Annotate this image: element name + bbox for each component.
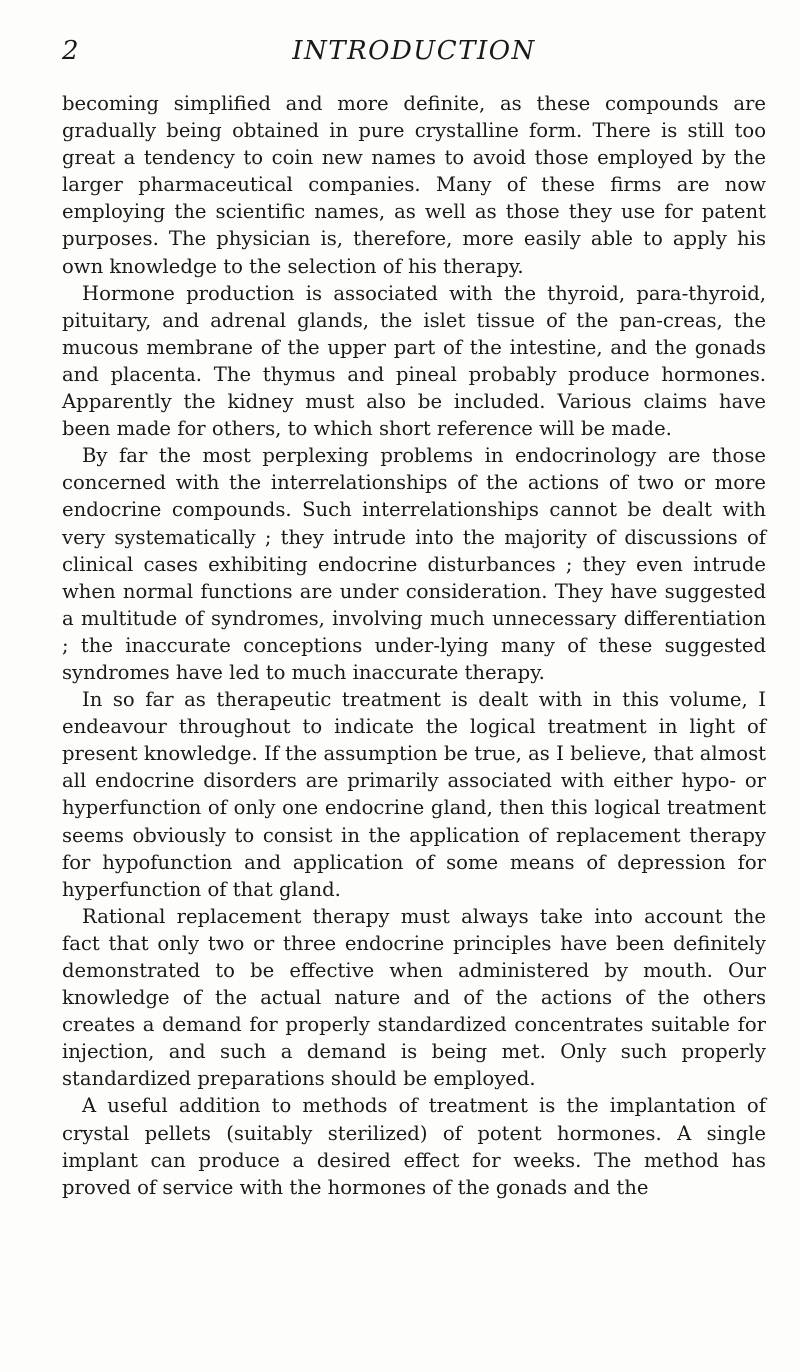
page-number: 2 xyxy=(62,36,79,66)
running-title: INTRODUCTION xyxy=(292,36,536,66)
paragraph-interrelationships: By far the most perplexing problems in endocrinology are those concerned with the interrelationships of the actions of two or more endocrine compounds. Such interrelationships cannot be dealt with very systematically ; they intrude into the majority of discussions of clinical cases exhibiting endocrine disturbances ; they even intrude when normal functions are under consideration. They have suggested a multitude of syndromes, involving much unnecessary differentiation ; the inaccurate conceptions under-lying many of these suggested syndromes have led to much inaccurate therapy. xyxy=(62,444,766,684)
paragraph-implantation: A useful addition to methods of treatment is the implantation of crystal pellets (suitably sterilized) of potent hormones. A single implant can produce a desired effect for weeks. The method has proved of service with the hormones of the gonads and the xyxy=(62,1094,766,1199)
body-text xyxy=(62,90,766,1201)
paragraph-hormone-production: Hormone production is associated with the thyroid, para-thyroid, pituitary, and adrenal glands, the islet tissue of the pan-creas, the mucous membrane of the upper part of the intestine, and the gonads and placenta. The thymus and pineal probably produce hormones. Apparently the kidney must also be included. Various claims have been made for others, to which short reference will be made. xyxy=(62,281,766,441)
paragraph-continuation: becoming simplified and more definite, as these compounds are gradually being obtained in pure crystalline form. There is still too great a tendency to coin new names to avoid those employed by the larger pharmaceutical companies. Many of these firms are now employing the scientific names, as well as those they use for patent purposes. The physician is, therefore, more easily able to apply his own knowledge to the selection of his therapy. xyxy=(62,92,766,278)
running-head xyxy=(62,32,766,70)
paragraph-replacement-therapy: Rational replacement therapy must always take into account the fact that only two or three endocrine principles have been definitely demonstrated to be effective when administered by mouth. Our knowledge of the actual nature and of the actions of the others creates a demand for properly standardized concentrates suitable for injection, and such a demand is being met. Only such properly standardized preparations should be employed. xyxy=(62,904,766,1091)
paragraph-therapeutic-treatment: In so far as therapeutic treatment is dealt with in this volume, I endeavour throughout to indicate the logical treatment in light of present knowledge. If the assumption be true, as I believe, that almost all endocrine disorders are primarily associated with either hypo- or hyperfunction of only one endocrine gland, then this logical treatment seems obviously to consist in the application of replacement therapy for hypofunction and application of some means of depression for hyperfunction of that gland. xyxy=(62,688,766,901)
book-page xyxy=(62,32,766,1201)
